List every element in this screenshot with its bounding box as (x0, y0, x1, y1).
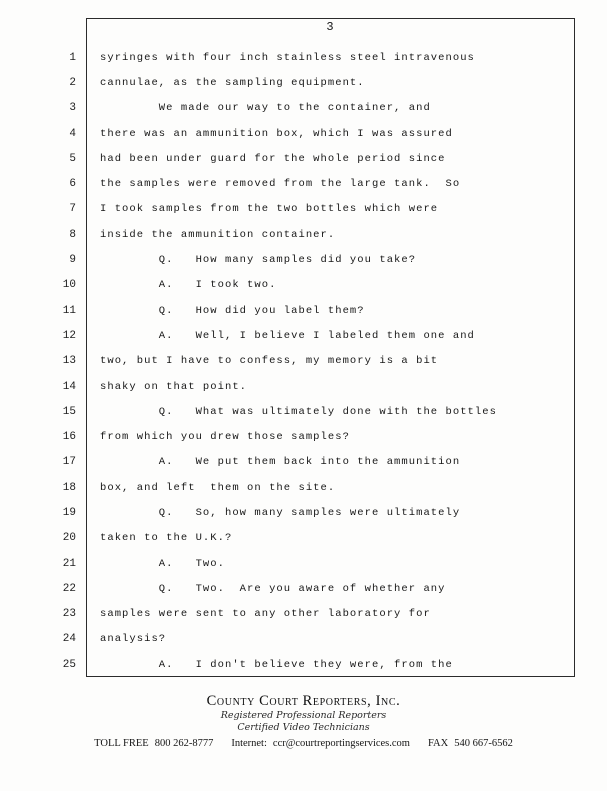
company-name: County Court Reporters, Inc. (206, 693, 401, 709)
line-text: Q. How did you label them? (100, 304, 365, 317)
line-number: 6 (69, 178, 76, 191)
line-text: there was an ammunition box, which I was assured (100, 127, 453, 140)
line-number: 21 (62, 557, 76, 570)
line-text: inside the ammunition container. (100, 228, 336, 241)
line-text: box, and left them on the site. (100, 481, 336, 494)
transcript-line (0, 273, 607, 298)
tagline-registered: Registered Professional Reporters (220, 710, 387, 721)
line-number: 13 (62, 355, 76, 368)
line-number: 20 (62, 532, 76, 545)
line-number: 7 (69, 203, 76, 216)
fax-label: FAX (427, 738, 449, 749)
line-number: 11 (62, 304, 76, 317)
line-number: 14 (62, 380, 76, 393)
line-number: 19 (62, 506, 76, 519)
transcript-line (0, 652, 607, 677)
line-number: 3 (69, 102, 76, 115)
transcript-line (0, 121, 607, 146)
line-text: I took samples from the two bottles which were (100, 203, 439, 216)
line-number: 18 (62, 481, 76, 494)
line-text: We made our way to the container, and (100, 102, 431, 115)
transcript-line (0, 526, 607, 551)
line-text: from which you drew those samples? (100, 431, 350, 444)
line-text: two, but I have to confess, my memory is a bit (100, 355, 439, 368)
line-text: had been under guard for the whole period since (100, 152, 446, 165)
line-number: 1 (69, 51, 76, 64)
transcript-line (0, 424, 607, 449)
line-number: 24 (62, 633, 76, 646)
email-address: ccr@courtreportingservices.com (272, 738, 410, 749)
transcript-line (0, 222, 607, 247)
line-number: 9 (69, 254, 76, 267)
page-number: 3 (326, 20, 335, 34)
toll-free-label: TOLL FREE (94, 738, 149, 749)
line-text: Q. So, how many samples were ultimately (100, 506, 461, 519)
fax (428, 738, 513, 749)
line-text: analysis? (100, 633, 167, 646)
transcript-line (0, 576, 607, 601)
line-text: A. I took two. (100, 279, 277, 292)
line-text: A. Well, I believe I labeled them one and (100, 329, 475, 342)
line-text: the samples were removed from the large tank. So (100, 178, 461, 191)
transcript-line (0, 298, 607, 323)
line-number: 10 (62, 279, 76, 292)
line-number: 23 (62, 608, 76, 621)
transcript-line (0, 475, 607, 500)
internet (231, 738, 410, 749)
transcript-body (0, 45, 607, 677)
transcript-line (0, 197, 607, 222)
tagline-certified: Certified Video Technicians (237, 721, 370, 733)
fax-number: 540 667-6562 (454, 738, 513, 749)
transcript-line (0, 146, 607, 171)
transcript-line (0, 627, 607, 652)
reporter-footer (0, 693, 607, 749)
line-text: Q. How many samples did you take? (100, 254, 417, 267)
toll-free-number: 800 262-8777 (154, 738, 214, 749)
line-text: A. I don't believe they were, from the (100, 658, 453, 671)
line-text: A. Two. (100, 557, 225, 570)
line-text: cannulae, as the sampling equipment. (100, 76, 365, 89)
line-number: 8 (69, 228, 76, 241)
transcript-line (0, 247, 607, 272)
line-number: 16 (62, 431, 76, 444)
transcript-line (0, 602, 607, 627)
line-number: 22 (62, 582, 76, 595)
line-number: 5 (69, 152, 76, 165)
line-text: syringes with four inch stainless steel intravenous (100, 51, 475, 64)
toll-free (94, 738, 213, 749)
line-text: A. We put them back into the ammunition (100, 456, 461, 469)
internet-label: Internet: (231, 738, 267, 749)
line-number: 12 (62, 329, 76, 342)
transcript-line (0, 450, 607, 475)
line-text: taken to the U.K.? (100, 532, 233, 545)
transcript-line (0, 500, 607, 525)
line-number: 25 (62, 658, 76, 671)
transcript-line (0, 96, 607, 121)
transcript-line (0, 45, 607, 70)
line-text: Q. What was ultimately done with the bottles (100, 405, 497, 418)
contact-line (0, 738, 607, 749)
transcript-line (0, 349, 607, 374)
line-number: 4 (69, 127, 76, 140)
transcript-line (0, 551, 607, 576)
transcript-line (0, 323, 607, 348)
transcript-line (0, 399, 607, 424)
transcript-line (0, 171, 607, 196)
transcript-line (0, 70, 607, 95)
line-number: 17 (62, 456, 76, 469)
line-text: shaky on that point. (100, 380, 248, 393)
line-number: 15 (62, 405, 76, 418)
transcript-line (0, 374, 607, 399)
line-text: samples were sent to any other laboratory for (100, 608, 431, 621)
line-text: Q. Two. Are you aware of whether any (100, 582, 446, 595)
line-number: 2 (69, 76, 76, 89)
